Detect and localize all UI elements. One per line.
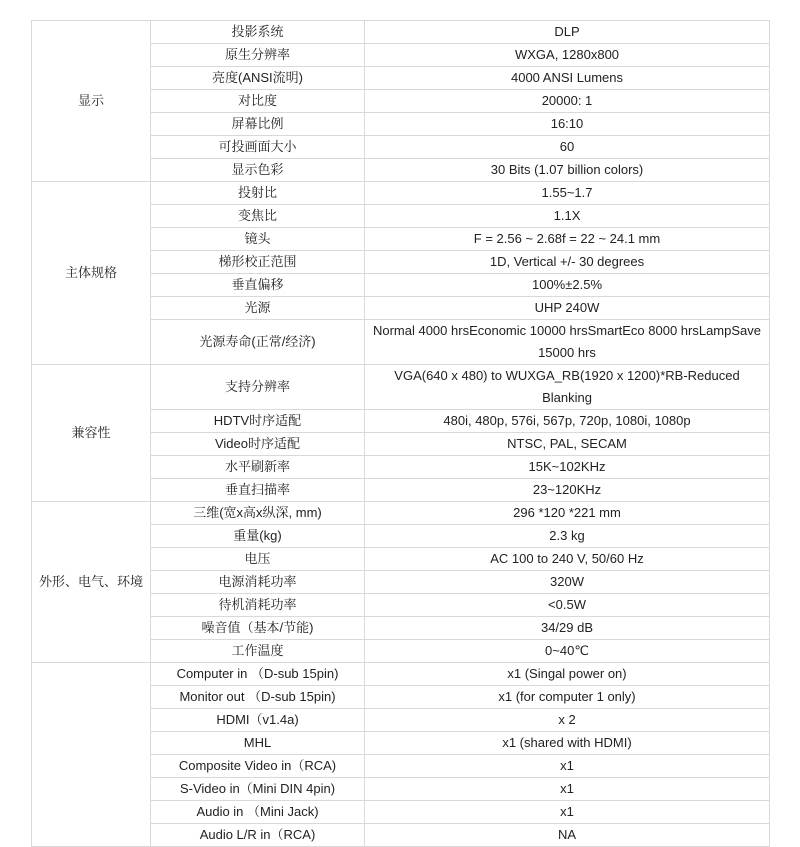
spec-value: 4000 ANSI Lumens	[365, 67, 770, 90]
spec-value: 480i, 480p, 576i, 567p, 720p, 1080i, 1080p	[365, 410, 770, 433]
spec-name: 可投画面大小	[151, 136, 365, 159]
spec-value: x1 (for computer 1 only)	[365, 686, 770, 709]
spec-name: 光源寿命(正常/经济)	[151, 320, 365, 365]
spec-name: 工作温度	[151, 640, 365, 663]
spec-value: 296 *120 *221 mm	[365, 502, 770, 525]
group-label: 主体规格	[32, 182, 151, 365]
spec-value: VGA(640 x 480) to WUXGA_RB(1920 x 1200)*RB-Reduced Blanking	[365, 365, 770, 410]
spec-name: Audio in （Mini Jack)	[151, 801, 365, 824]
spec-name: Audio L/R in（RCA)	[151, 824, 365, 847]
spec-value: WXGA, 1280x800	[365, 44, 770, 67]
spec-name: Composite Video in（RCA)	[151, 755, 365, 778]
spec-name: 变焦比	[151, 205, 365, 228]
spec-value: 1.55~1.7	[365, 182, 770, 205]
spec-name: 光源	[151, 297, 365, 320]
spec-value: 1D, Vertical +/- 30 degrees	[365, 251, 770, 274]
spec-name: Video时序适配	[151, 433, 365, 456]
spec-name: 待机消耗功率	[151, 594, 365, 617]
spec-name: 投射比	[151, 182, 365, 205]
spec-name: 对比度	[151, 90, 365, 113]
spec-value: x 2	[365, 709, 770, 732]
spec-name: HDMI（v1.4a)	[151, 709, 365, 732]
spec-value: 320W	[365, 571, 770, 594]
table-row	[32, 182, 770, 205]
spec-name: 垂直扫描率	[151, 479, 365, 502]
spec-name: 梯形校正范围	[151, 251, 365, 274]
spec-value: F = 2.56 ~ 2.68f = 22 ~ 24.1 mm	[365, 228, 770, 251]
group-label: 兼容性	[32, 365, 151, 502]
spec-name: HDTV时序适配	[151, 410, 365, 433]
table-row	[32, 502, 770, 525]
spec-value: NA	[365, 824, 770, 847]
spec-name: Monitor out （D-sub 15pin)	[151, 686, 365, 709]
table-row	[32, 21, 770, 44]
spec-name: 支持分辨率	[151, 365, 365, 410]
spec-value: x1 (shared with HDMI)	[365, 732, 770, 755]
group-label	[32, 663, 151, 847]
spec-value: NTSC, PAL, SECAM	[365, 433, 770, 456]
spec-value: 30 Bits (1.07 billion colors)	[365, 159, 770, 182]
spec-value: x1	[365, 778, 770, 801]
spec-name: 屏幕比例	[151, 113, 365, 136]
spec-table	[31, 20, 770, 847]
spec-name: 噪音值（基本/节能)	[151, 617, 365, 640]
spec-table-body	[32, 21, 770, 847]
spec-value: 1.1X	[365, 205, 770, 228]
spec-name: 亮度(ANSI流明)	[151, 67, 365, 90]
spec-name: 水平刷新率	[151, 456, 365, 479]
spec-value: DLP	[365, 21, 770, 44]
group-label: 显示	[32, 21, 151, 182]
spec-name: 重量(kg)	[151, 525, 365, 548]
spec-value: 15K~102KHz	[365, 456, 770, 479]
table-row	[32, 365, 770, 410]
spec-name: 镜头	[151, 228, 365, 251]
spec-name: 电源消耗功率	[151, 571, 365, 594]
spec-name: 显示色彩	[151, 159, 365, 182]
spec-value: 16:10	[365, 113, 770, 136]
table-row	[32, 663, 770, 686]
spec-value: 100%±2.5%	[365, 274, 770, 297]
spec-value: UHP 240W	[365, 297, 770, 320]
spec-value: AC 100 to 240 V, 50/60 Hz	[365, 548, 770, 571]
spec-value: 23~120KHz	[365, 479, 770, 502]
spec-name: MHL	[151, 732, 365, 755]
spec-name: 原生分辨率	[151, 44, 365, 67]
spec-value: <0.5W	[365, 594, 770, 617]
spec-value: x1	[365, 755, 770, 778]
spec-value: 0~40℃	[365, 640, 770, 663]
spec-name: Computer in （D-sub 15pin)	[151, 663, 365, 686]
group-label: 外形、电气、环境	[32, 502, 151, 663]
spec-name: 投影系统	[151, 21, 365, 44]
spec-value: x1	[365, 801, 770, 824]
spec-value: 2.3 kg	[365, 525, 770, 548]
spec-value: 34/29 dB	[365, 617, 770, 640]
spec-value: 20000: 1	[365, 90, 770, 113]
spec-name: 电压	[151, 548, 365, 571]
spec-name: 三维(宽x高x纵深, mm)	[151, 502, 365, 525]
spec-value: 60	[365, 136, 770, 159]
spec-value: x1 (Singal power on)	[365, 663, 770, 686]
spec-value: Normal 4000 hrsEconomic 10000 hrsSmartEco 8000 hrsLampSave 15000 hrs	[365, 320, 770, 365]
spec-name: 垂直偏移	[151, 274, 365, 297]
spec-name: S-Video in（Mini DIN 4pin)	[151, 778, 365, 801]
